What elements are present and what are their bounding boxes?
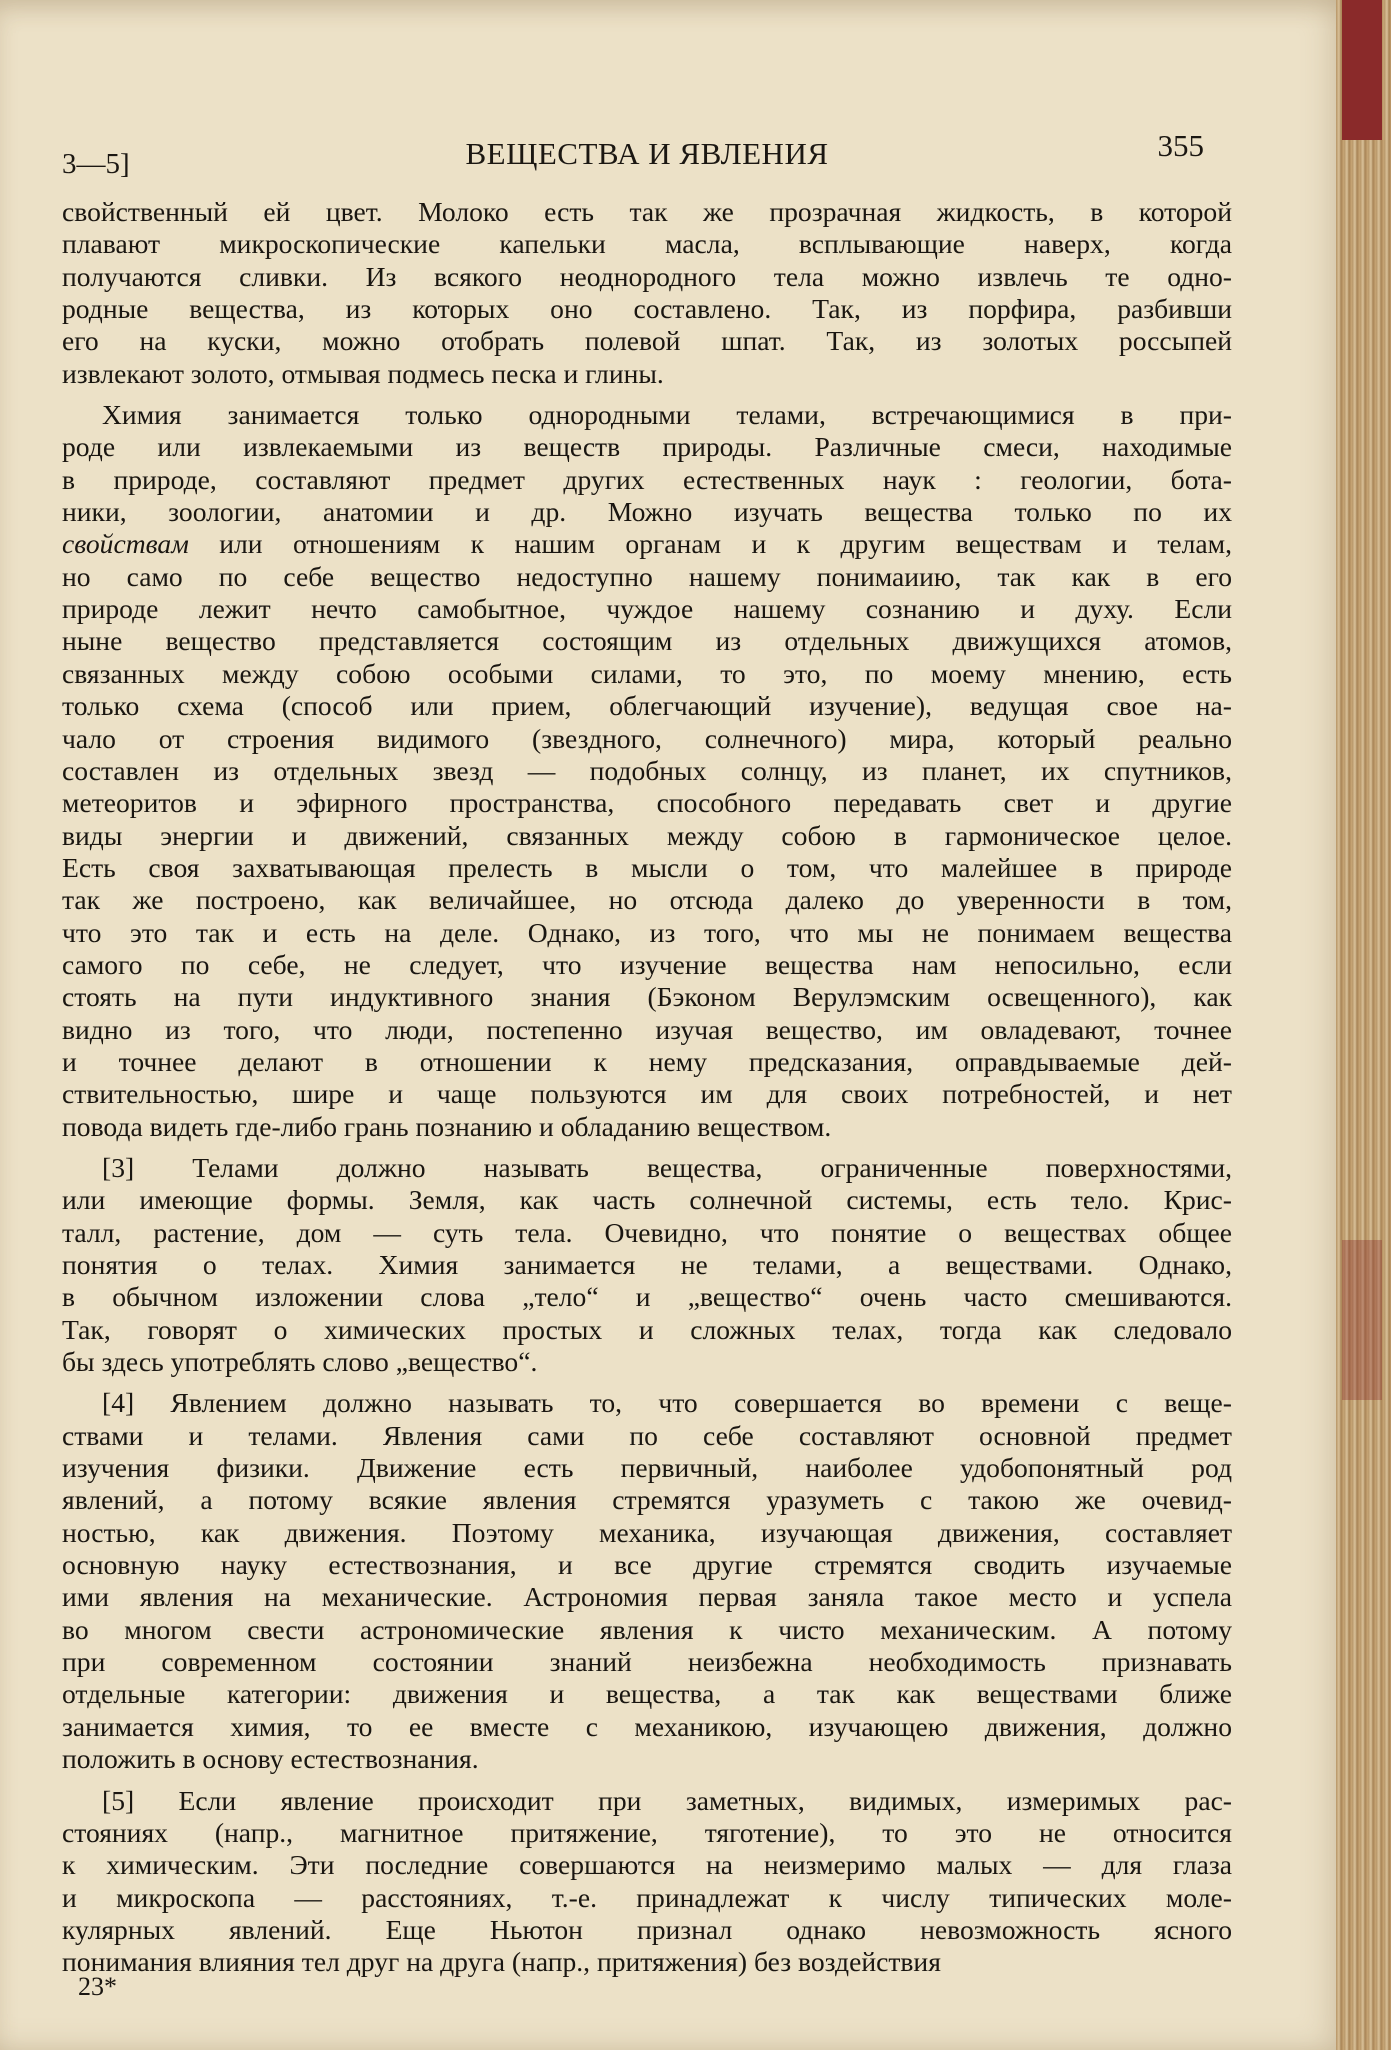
page-number: 355	[1157, 128, 1204, 163]
text-line: извлекают золото, отмывая подмесь песка и глины.	[62, 357, 664, 389]
text-line: ныне вещество представляется состоящим из отдельных движущихся атомов,	[62, 625, 1232, 657]
running-title: ВЕЩЕСТВА И ЯВЛЕНИЯ	[465, 136, 829, 171]
text-line: Так, говорят о химических простых и сложных телах, тогда как следовало	[62, 1313, 1232, 1345]
text-line: природе лежит нечто самобытное, чуждое нашему сознанию и духу. Если	[62, 593, 1232, 625]
paragraph-p-3	[62, 1152, 1232, 1378]
text-line: связанных между собою особыми силами, то это, по моему мнению, есть	[62, 657, 1232, 689]
paragraph-p-chemistry	[62, 399, 1232, 1143]
text-line: во многом свести астрономические явления к чисто механическим. А потому	[62, 1613, 1232, 1645]
text-line: Химия занимается только однородными телами, встречающимися в при-	[102, 399, 1232, 431]
text-line: отдельные категории: движения и вещества, а так как веществами ближе	[62, 1678, 1232, 1710]
text-line: в природе, составляют предмет других естественных наук : геологии, бота-	[62, 463, 1232, 495]
text-line: чало от строения видимого (звездного, солнечного) мира, который реально	[62, 722, 1232, 754]
text-line: в обычном изложении слова „тело“ и „вещество“ очень часто смешиваются.	[62, 1281, 1232, 1313]
text-line: ствительностью, шире и чаще пользуются им для своих потребностей, и нет	[62, 1078, 1232, 1110]
text-line: но само по себе вещество недоступно нашему понимаиию, так как в его	[62, 560, 1232, 592]
text-line: [5] Если явление происходит при заметных, видимых, измеримых рас-	[102, 1784, 1232, 1816]
text-line: что это так и есть на деле. Однако, из того, что мы не понимаем вещества	[62, 916, 1232, 948]
text-line: занимается химия, то ее вместе с механикою, изучающею движения, должно	[62, 1710, 1232, 1742]
text-line: к химическим. Эти последние совершаются на неизмеримо малых — для глаза	[62, 1849, 1232, 1881]
text-line: понятия о телах. Химия занимается не телами, а веществами. Однако,	[62, 1249, 1232, 1280]
text-line: самого по себе, не следует, что изучение вещества нам непосильно, если	[62, 948, 1232, 980]
text-line: понимания влияния тел друг на друга (напр., притяжения) без воздействия	[62, 1946, 941, 1978]
text-line: положить в основу естествознания.	[62, 1743, 479, 1775]
text-line: только схема (способ или прием, облегчающий изучение), ведущая свое на-	[62, 690, 1232, 722]
text-line: родные вещества, из которых оно составлено. Так, из порфира, разбивши	[62, 293, 1232, 325]
emphasis: свойствам	[62, 528, 189, 560]
text-line: роде или извлекаемыми из веществ природы. Различные смеси, находимые	[62, 431, 1232, 463]
text-line: бы здесь употреблять слово „вещество“.	[62, 1346, 538, 1378]
text-line: ностью, как движения. Поэтому механика, изучающая движения, составляет	[62, 1516, 1232, 1548]
text-line: так же построено, как величайшее, но отсюда далеко до уверенности в том,	[62, 884, 1232, 916]
body-text	[62, 196, 1232, 1988]
paragraph-p-5	[62, 1785, 1232, 1979]
text-line: ники, зоологии, анатомии и др. Можно изучать вещества только по их	[62, 496, 1232, 528]
text-line: или имеющие формы. Земля, как часть солнечной системы, есть тело. Крис-	[62, 1184, 1232, 1216]
text-line: талл, растение, дом — суть тела. Очевидно, что понятие о веществах общее	[62, 1216, 1232, 1248]
running-header	[62, 128, 1232, 180]
text-line: свойствам или отношениям к нашим органам и к другим веществам и телам,	[62, 528, 1232, 560]
text-line: свойственный ей цвет. Молоко есть так же прозрачная жидкость, в которой	[62, 196, 1232, 227]
paragraph-p-4	[62, 1387, 1232, 1775]
text-line: [3] Телами должно называть вещества, ограниченные поверхностями,	[102, 1151, 1232, 1183]
text-line: его на куски, можно отобрать полевой шпат. Так, из золотых россыпей	[62, 325, 1232, 357]
text-line: плавают микроскопические капельки масла, всплывающие наверх, когда	[62, 228, 1232, 260]
text-line: ствами и телами. Явления сами по себе составляют основной предмет	[62, 1419, 1232, 1451]
text-line: повода видеть где-либо грань познанию и обладанию веществом.	[62, 1110, 832, 1142]
text-line: видно из того, что люди, постепенно изучая вещество, им овладевают, точнее	[62, 1013, 1232, 1045]
text-line: и микроскопа — расстояниях, т.-е. принадлежат к числу типических моле-	[62, 1881, 1232, 1913]
edge-band	[1342, 1240, 1382, 1400]
text-line: явлений, а потому всякие явления стремятся уразуметь с такою же очевид-	[62, 1484, 1232, 1516]
text-line: виды энергии и движений, связанных между собою в гармоническое целое.	[62, 819, 1232, 851]
edge-band	[1342, 0, 1382, 140]
text-line: получаются сливки. Из всякого неоднородного тела можно извлечь те одно-	[62, 260, 1232, 292]
text-line: изучения физики. Движение есть первичный, наиболее удобопонятный род	[62, 1452, 1232, 1484]
text-line: при современном состоянии знаний неизбежна необходимость признавать	[62, 1646, 1232, 1678]
text-line: [4] Явлением должно называть то, что совершается во времени с веще-	[102, 1387, 1232, 1419]
text-line: и точнее делают в отношении к нему предсказания, оправдываемые дей-	[62, 1045, 1232, 1077]
text-line: составлен из отдельных звезд — подобных солнцу, из планет, их спутников,	[62, 754, 1232, 786]
text-line: ими явления на механические. Астрономия первая заняла такое место и успела	[62, 1581, 1232, 1613]
text-line: стояниях (напр., магнитное притяжение, тяготение), то это не относится	[62, 1816, 1232, 1848]
section-reference: 3—5]	[62, 148, 130, 180]
text-line: стоять на пути индуктивного знания (Бэконом Верулэмским освещенного), как	[62, 981, 1232, 1013]
text-line: основную науку естествознания, и все другие стремятся сводить изучаемые	[62, 1549, 1232, 1581]
text-line: Есть своя захватывающая прелесть в мысли о том, что малейшее в природе	[62, 851, 1232, 883]
page-edges	[1336, 0, 1391, 2050]
signature-mark: 23*	[78, 1972, 117, 2001]
paragraph-p-continued	[62, 196, 1232, 390]
text-line: кулярных явлений. Еще Ньютон признал однако невозможность ясного	[62, 1913, 1232, 1945]
text-line: метеоритов и эфирного пространства, способного передавать свет и другие	[62, 787, 1232, 819]
